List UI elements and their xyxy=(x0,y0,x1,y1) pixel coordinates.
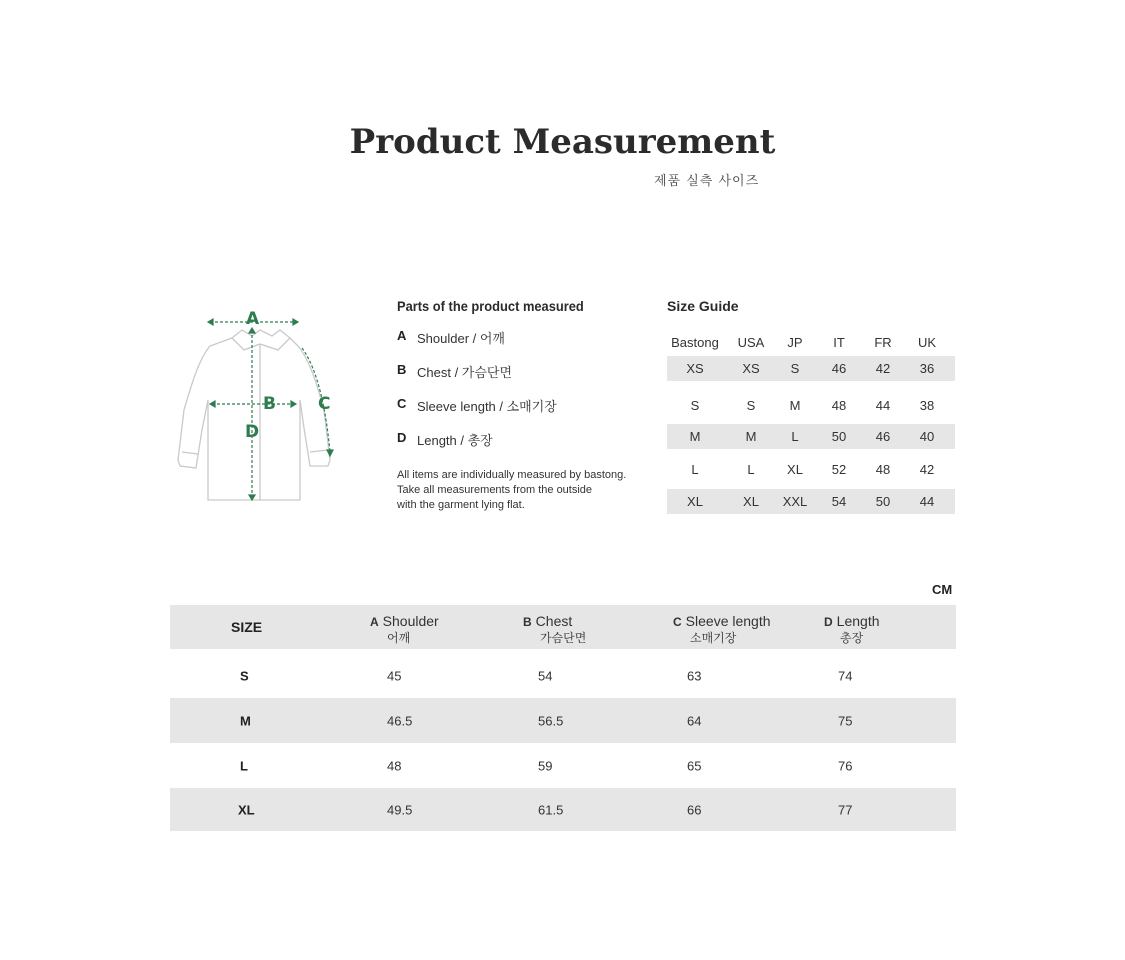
part-label: Sleeve length / 소매기장 xyxy=(417,399,557,414)
part-letter: A xyxy=(397,328,407,343)
column-header-sleeve xyxy=(673,613,771,646)
table-cell: 50 xyxy=(875,494,891,509)
value-cell: 77 xyxy=(838,802,853,817)
value-cell: 64 xyxy=(687,713,702,728)
parts-heading: Parts of the product measured xyxy=(397,298,584,314)
part-letter: C xyxy=(397,396,407,411)
column-header: USA xyxy=(737,334,765,350)
measurement-note xyxy=(397,468,647,513)
table-cell: 44 xyxy=(919,494,935,509)
size-cell: S xyxy=(240,668,249,683)
table-cell: S xyxy=(690,398,700,413)
table-cell: 42 xyxy=(875,361,891,376)
value-cell: 66 xyxy=(687,802,702,817)
column-name: Shoulder xyxy=(382,613,439,629)
column-header-chest xyxy=(523,613,586,646)
size-guide-header-row xyxy=(667,328,955,356)
part-letter: D xyxy=(397,430,407,445)
part-label: Length / 총장 xyxy=(417,433,493,448)
part-letter: B xyxy=(397,362,407,377)
column-header: IT xyxy=(833,334,845,350)
column-letter: C xyxy=(673,615,682,629)
column-header: JP xyxy=(787,334,803,350)
note-line: All items are individually measured by bastong. xyxy=(397,469,627,481)
label-a: A xyxy=(246,309,260,329)
table-cell: M xyxy=(689,429,701,444)
column-header: UK xyxy=(917,334,937,350)
table-cell: L xyxy=(747,462,755,477)
table-cell: M xyxy=(789,398,801,413)
column-header: FR xyxy=(874,334,892,350)
table-cell: S xyxy=(790,361,800,376)
value-cell: 46.5 xyxy=(387,713,413,728)
table-cell: L xyxy=(691,462,699,477)
table-cell: 54 xyxy=(831,494,847,509)
value-cell: 45 xyxy=(387,668,402,683)
part-item xyxy=(397,430,647,464)
measurement-header-row xyxy=(170,605,956,649)
note-line: Take all measurements from the outside xyxy=(397,484,593,496)
page-subtitle: 제품 실측 사이즈 xyxy=(654,174,760,189)
table-cell: 50 xyxy=(831,429,847,444)
table-cell: S xyxy=(746,398,756,413)
table-cell: 42 xyxy=(919,462,935,477)
size-guide-heading: Size Guide xyxy=(667,298,739,314)
column-header-shoulder xyxy=(370,613,439,646)
size-guide-row xyxy=(667,424,955,449)
column-korean: 가슴단면 xyxy=(540,631,587,645)
value-cell: 76 xyxy=(838,758,853,773)
part-item xyxy=(397,362,647,396)
value-cell: 65 xyxy=(687,758,702,773)
column-name: Sleeve length xyxy=(685,613,771,629)
table-cell: 48 xyxy=(831,398,847,413)
column-letter: D xyxy=(824,615,833,629)
table-cell: 44 xyxy=(875,398,891,413)
value-cell: 75 xyxy=(838,713,853,728)
value-cell: 59 xyxy=(538,758,553,773)
column-header: Bastong xyxy=(671,334,719,350)
value-cell: 74 xyxy=(838,668,853,683)
table-cell: 46 xyxy=(875,429,891,444)
value-cell: 54 xyxy=(538,668,553,683)
size-guide-row xyxy=(667,457,955,482)
table-cell: XS xyxy=(686,361,704,376)
page-title: Product Measurement xyxy=(349,122,776,162)
table-cell: 38 xyxy=(919,398,935,413)
column-korean: 소매기장 xyxy=(690,631,737,645)
measurement-table xyxy=(170,605,956,831)
table-row xyxy=(170,653,956,698)
table-cell: XL xyxy=(687,494,703,509)
table-cell: 48 xyxy=(875,462,891,477)
column-header-length xyxy=(824,613,880,646)
column-korean: 총장 xyxy=(840,631,864,645)
label-b: B xyxy=(263,394,276,414)
column-korean: 어깨 xyxy=(387,631,411,645)
label-d: D xyxy=(245,422,260,442)
size-guide-row xyxy=(667,393,955,418)
value-cell: 61.5 xyxy=(538,802,564,817)
table-cell: 40 xyxy=(919,429,935,444)
table-cell: XL xyxy=(787,462,803,477)
table-cell: M xyxy=(745,429,757,444)
parts-section xyxy=(397,298,647,513)
size-guide-row xyxy=(667,489,955,514)
value-cell: 48 xyxy=(387,758,402,773)
garment-diagram xyxy=(170,300,350,510)
title-area xyxy=(0,122,1125,162)
part-item xyxy=(397,328,647,362)
value-cell: 56.5 xyxy=(538,713,564,728)
table-cell: XL xyxy=(743,494,759,509)
part-item xyxy=(397,396,647,430)
shirt-diagram-icon xyxy=(170,300,350,510)
unit-label: CM xyxy=(932,582,953,597)
column-letter: A xyxy=(370,615,379,629)
column-name: Length xyxy=(836,613,880,629)
size-guide xyxy=(667,298,955,514)
size-column-header: SIZE xyxy=(231,619,263,635)
table-row xyxy=(170,698,956,743)
part-label: Chest / 가슴단면 xyxy=(417,365,513,380)
part-label: Shoulder / 어깨 xyxy=(417,331,505,346)
table-row xyxy=(170,788,956,831)
size-guide-row xyxy=(667,356,955,381)
table-cell: 46 xyxy=(831,361,847,376)
table-cell: 52 xyxy=(831,462,847,477)
size-cell: L xyxy=(240,758,248,773)
column-letter: B xyxy=(523,615,532,629)
note-line: with the garment lying flat. xyxy=(397,499,525,511)
size-cell: XL xyxy=(238,802,255,817)
table-cell: 36 xyxy=(919,361,935,376)
size-cell: M xyxy=(240,713,251,728)
table-cell: L xyxy=(791,429,799,444)
value-cell: 49.5 xyxy=(387,802,413,817)
table-cell: XS xyxy=(742,361,760,376)
table-cell: XXL xyxy=(782,494,808,509)
column-name: Chest xyxy=(535,613,573,629)
label-c: C xyxy=(318,394,331,414)
value-cell: 63 xyxy=(687,668,702,683)
table-row xyxy=(170,743,956,788)
